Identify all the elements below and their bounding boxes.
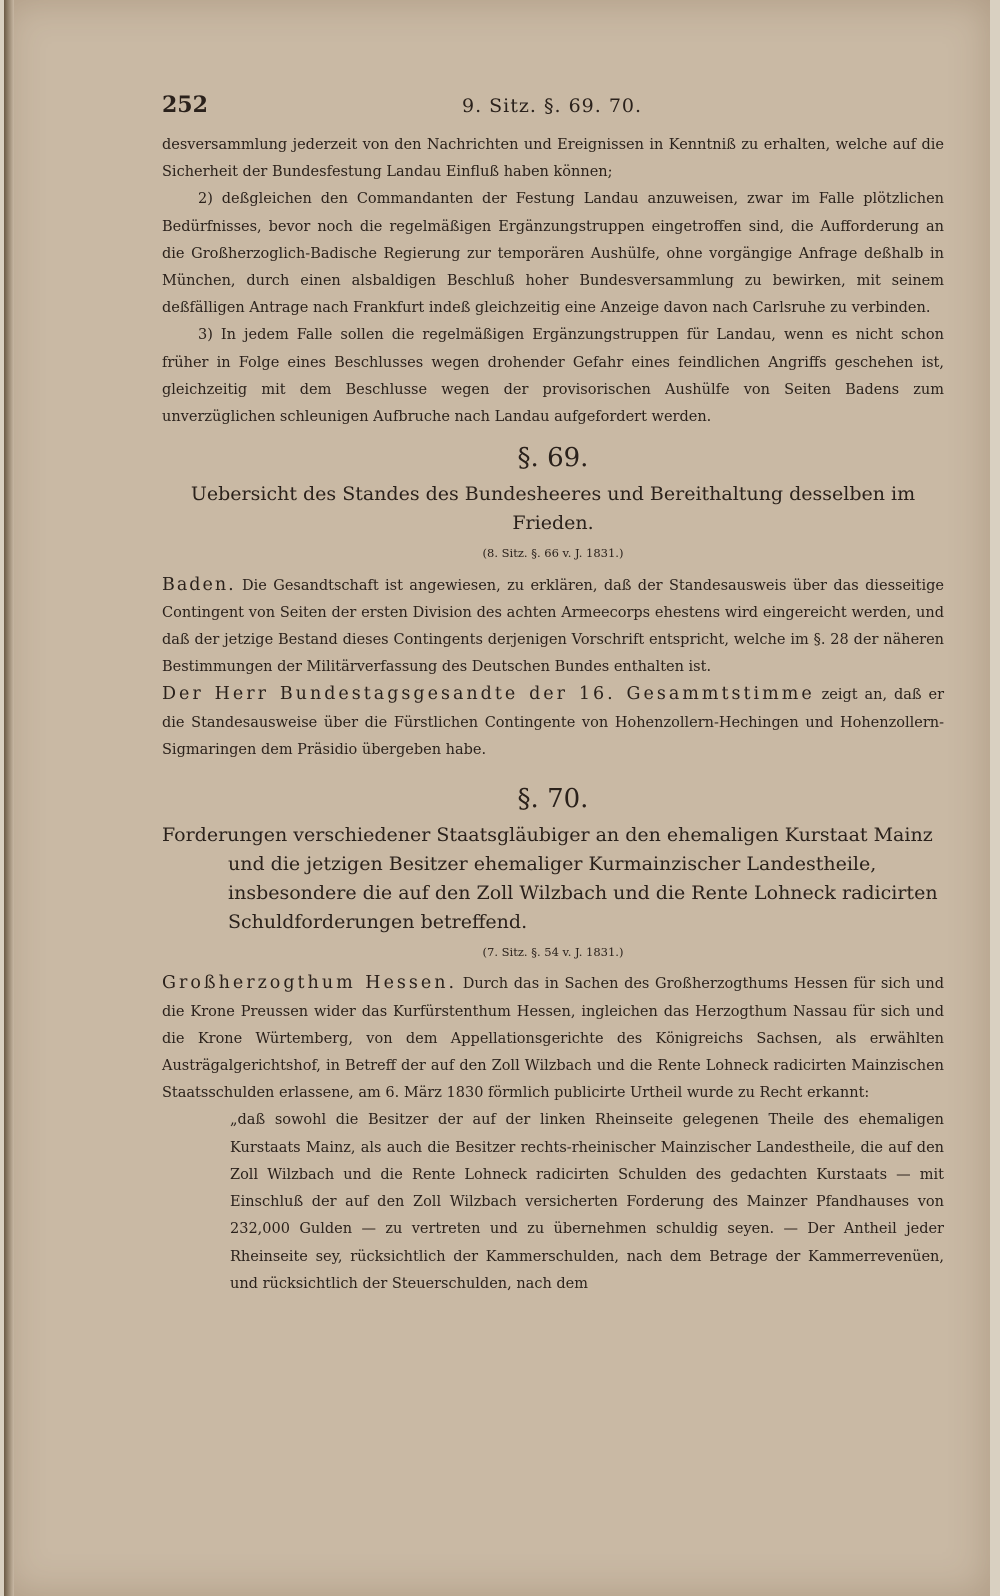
hessen-text: Durch das in Sachen des Großherzogthums Hessen für sich und die Krone Preussen wider das Kurfürstenthum Hessen, ingleichen das Herzogthum Nassau für sich und die Krone Würtemberg, von dem Appellationsgerichte des Königreichs Sachsen, als erwählten Austrägalgerichtshof, in Betreff der auf den Zoll Wilzbach und die Rente Lohneck radicirten Mainzischen Staatsschulden erlassene, am 6. März 1830 förmlich publicirte Urtheil wurde zu Recht erkannt: xyxy=(162,976,944,1102)
paragraph-continuation: desversammlung jederzeit von den Nachrichten und Ereignissen in Kenntniß zu erhalten, welche auf die Sicherheit der Bundesfestung Landau Einfluß haben können; xyxy=(162,137,944,181)
gesammtstimme-lead: Der Herr Bundestagsgesandte der 16. Gesammtstimme xyxy=(162,684,815,705)
baden-paragraph xyxy=(162,572,944,682)
book-spine-shadow xyxy=(4,0,14,1596)
hessen-paragraph xyxy=(162,970,944,1107)
baden-lead: Baden. xyxy=(162,574,236,595)
section-70-reference: (7. Sitz. §. 54 v. J. 1831.) xyxy=(482,945,624,960)
paragraph-item-2: 2) deßgleichen den Commandanten der Festung Landau anzuweisen, zwar im Falle plötzlichen Bedürfnisses, bevor noch die regelmäßigen Ergänzungstruppen eingetroffen sind, die Aufforderung an die Großherzoglich-Badische Regierung zur temporären Aushülfe, ohne vorgängige Anfrage deßhalb in München, durch einen alsbaldigen Beschluß hoher Bundesversammlung zu bewirken, mit seinem deßfälligen Antrage nach Frankfurt indeß gleichzeitig eine Anzeige davon nach Carlsruhe zu verbinden. xyxy=(162,191,944,317)
section-70-title: Forderungen verschiedener Staatsgläubiger an den ehemaligen Kurstaat Mainz und die jetzigen Besitzer ehemaliger Kurmainzischer Landestheile, insbesondere die auf den Zoll Wilzbach und die Rente Lohneck radicirten Schuldforderungen betreffend. xyxy=(162,824,938,934)
running-head: 9. Sitz. §. 69. 70. xyxy=(462,95,643,117)
section-69-reference: (8. Sitz. §. 66 v. J. 1831.) xyxy=(482,546,624,561)
section-69-number: §. 69. xyxy=(517,443,589,474)
hessen-lead: Großherzogthum Hessen. xyxy=(162,973,458,994)
paragraph-item-3: 3) In jedem Falle sollen die regelmäßigen Ergänzungstruppen für Landau, wenn es nicht schon früher in Folge eines Beschlusses wegen drohender Gefahr eines feindlichen Angriffs geschehen ist, gleichzeitig mit dem Beschlusse wegen der provisorischen Aushülfe von Seiten Badens zum unverzüglichen schleunigen Aufbruche nach Landau aufgefordert werden. xyxy=(162,327,944,426)
page-content xyxy=(162,92,944,1298)
page-header xyxy=(162,92,944,128)
gesammtstimme-text: zeigt an, daß er die Standesausweise über die Fürstlichen Contingente von Hohenzollern-Hechingen und Hohenzollern-Sigmaringen dem Präsidio übergeben habe. xyxy=(162,687,945,758)
baden-text: Die Gesandtschaft ist angewiesen, zu erklären, daß der Standesausweis über das diesseitige Contingent von Seiten der ersten Division des achten Armeecorps ehestens wird eingereicht werden, und daß der jetzige Bestand dieses Contingents derjenigen Vorschrift entspricht, welche im §. 28 der näheren Bestimmungen der Militärverfassung des Deutschen Bundes enthalten ist. xyxy=(162,577,945,676)
section-69-title: Uebersicht des Standes des Bundesheeres und Bereithaltung desselben im Frieden. xyxy=(190,483,916,535)
judgment-quote: „daß sowohl die Besitzer der auf der linken Rheinseite gelegenen Theile des ehemaligen Kurstaats Mainz, als auch die Besitzer rechts-rheinischer Mainzischer Landestheile, die auf den Zoll Wilzbach und die Rente Lohneck radicirten Schulden des gedachten Kurstaats — mit Einschluß der auf den Zoll Wilzbach versicherten Forderung des Mainzer Pfandhauses von 232,000 Gulden — zu vertreten und zu übernehmen schuldig seyen. — Der Antheil jeder Rheinseite sey, rücksichtlich der Kammerschulden, nach dem Betrage der Kammerrevenüen, und rücksichtlich der Steuerschulden, nach dem xyxy=(230,1112,944,1292)
section-70-number: §. 70. xyxy=(517,784,589,815)
page-number: 252 xyxy=(162,92,208,118)
book-page xyxy=(4,0,990,1596)
gesammtstimme-paragraph xyxy=(162,681,944,764)
